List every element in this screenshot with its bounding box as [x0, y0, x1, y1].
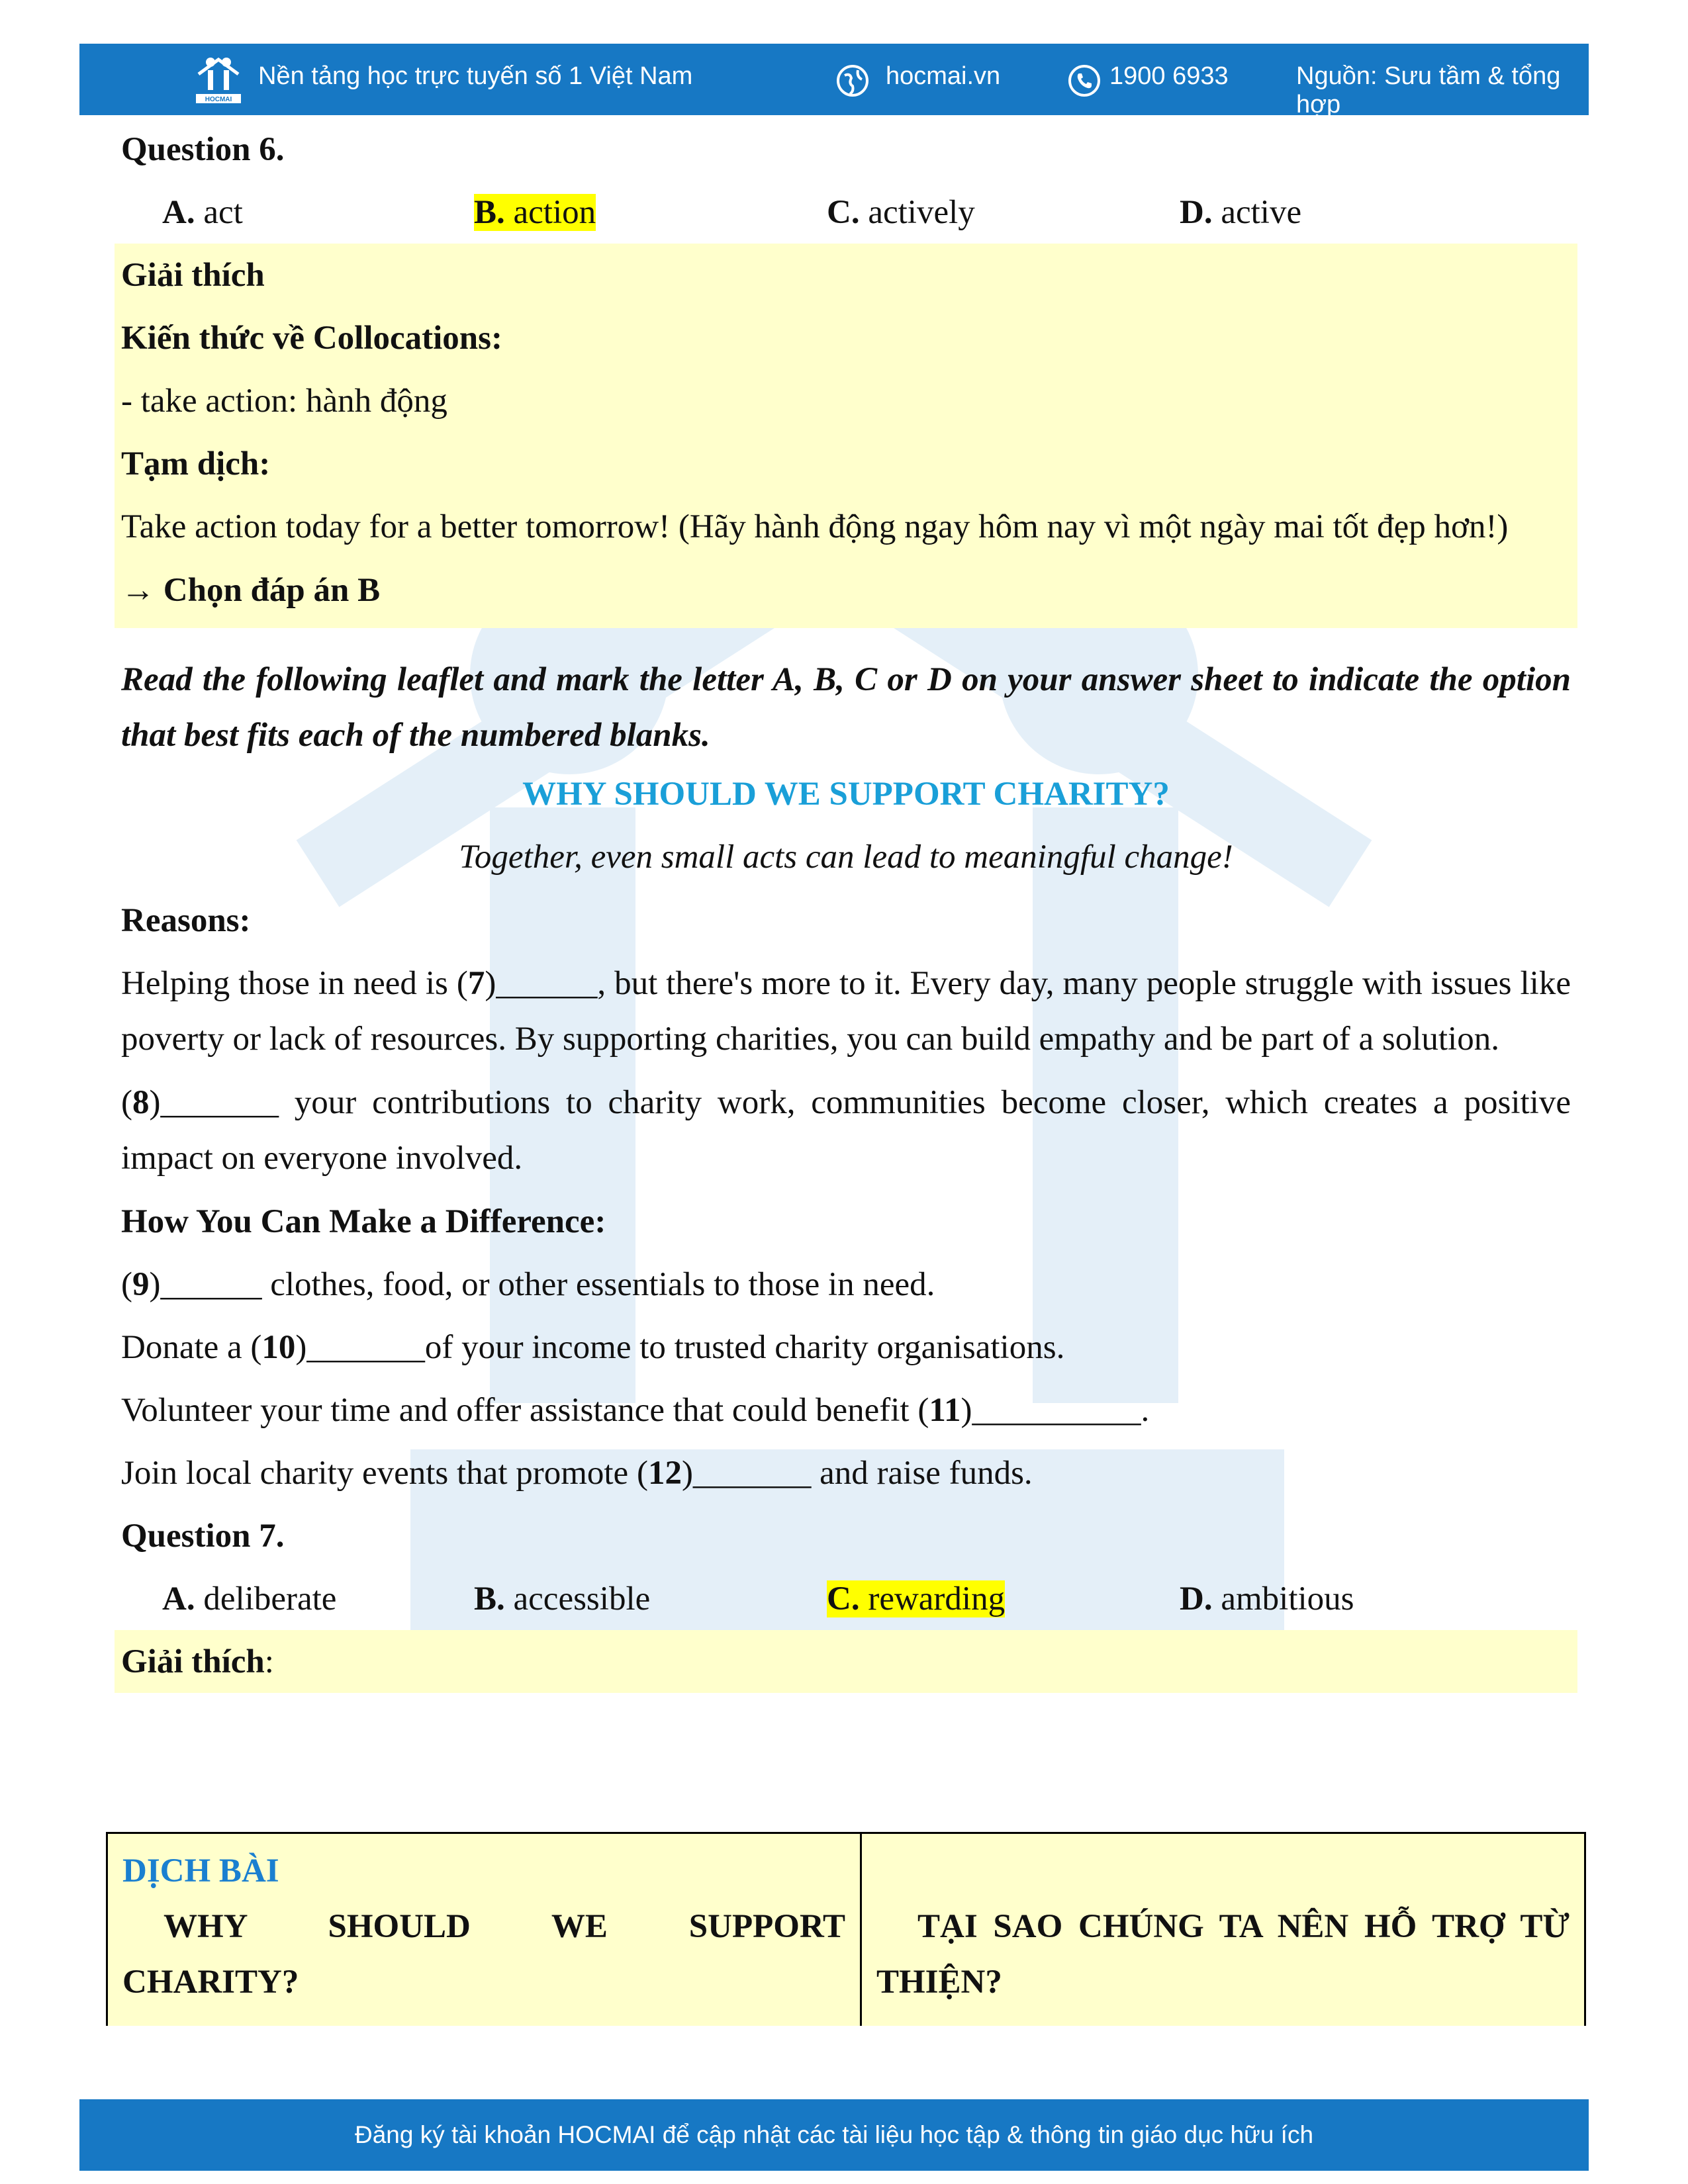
- q6-option-a: A. act: [162, 193, 243, 231]
- q7-option-b: B. accessible: [474, 1580, 651, 1617]
- q6-option-c: C. actively: [827, 193, 975, 231]
- q6-translation: Take action today for a better tomorrow! (Hãy hành động ngay hôm nay vì một ngày mai tốt đẹp hơn!): [121, 508, 1509, 545]
- translation-label: DỊCH BÀI: [122, 1852, 279, 1889]
- q7-option-a: A. deliberate: [162, 1580, 337, 1617]
- leaflet-instruction: Read the following leaflet and mark the letter A, B, C or D on your answer sheet to indicate the option that best fits each of the numbered blanks.: [121, 661, 1571, 754]
- translation-cell-english: [108, 1834, 862, 2026]
- header-website-link[interactable]: hocmai.vn: [886, 62, 1001, 90]
- footer-bar: [79, 2099, 1589, 2171]
- leaflet-item-9: ( 9 )______ clothes, food, or other essentials to those in need.: [121, 1265, 935, 1303]
- q6-answer: → Chọn đáp án B: [121, 571, 381, 609]
- header-bar: [79, 44, 1589, 118]
- translation-left-title: WHY SHOULD WE SUPPORT CHARITY?: [122, 1908, 845, 2001]
- translation-right-title: TẠI SAO CHÚNG TA NÊN HỖ TRỢ TỪ THIỆN?: [876, 1908, 1570, 2001]
- reasons-heading: Reasons:: [121, 901, 251, 939]
- q6-explanation-heading: Giải thích: [121, 256, 265, 294]
- header-phone: 1900 6933: [1109, 62, 1229, 90]
- q7-option-d: D. ambitious: [1180, 1580, 1354, 1617]
- translation-cell-vietnamese: [862, 1834, 1584, 2026]
- leaflet-item-12: Join local charity events that promote ( 12 )_______ and raise funds.: [121, 1454, 1033, 1492]
- q6-option-b-correct: B. action: [474, 193, 596, 231]
- leaflet-paragraph-1: Helping those in need is (7)______, but there's more to it. Every day, many people struggle with issues like poverty or lack of resources. By supporting charities, you can build empathy and be part of a solution.: [121, 965, 1571, 1058]
- q6-option-d: D. active: [1180, 193, 1302, 231]
- globe-icon: [835, 64, 870, 98]
- question-6-options: [121, 181, 1571, 244]
- translation-table: [106, 1832, 1586, 2026]
- question-7-options: [121, 1567, 1571, 1630]
- q6-knowledge-heading: Kiến thức về Collocations:: [121, 319, 502, 357]
- question-7-explanation: Giải thích :: [115, 1630, 1577, 1693]
- header-slogan: Nền tảng học trực tuyến số 1 Việt Nam: [258, 62, 693, 90]
- phone-icon: [1067, 64, 1102, 98]
- page-content: [121, 118, 1571, 1693]
- leaflet-title: WHY SHOULD WE SUPPORT CHARITY?: [522, 776, 1170, 813]
- header-source: Nguồn: Sưu tầm & tổng hợp: [1296, 62, 1561, 118]
- q7-option-c-correct: C. rewarding: [827, 1580, 1006, 1617]
- leaflet-item-11: Volunteer your time and offer assistance that could benefit ( 11 )__________.: [121, 1391, 1150, 1429]
- leaflet-paragraph-2: (8)_______ your contributions to charity work, communities become closer, which creates a positive impact on everyone involved.: [121, 1084, 1571, 1177]
- question-7-title: Question 7.: [121, 1517, 285, 1555]
- q6-translation-label: Tạm dịch:: [121, 445, 271, 482]
- footer-text[interactable]: Đăng ký tài khoản HOCMAI để cập nhật các tài liệu học tập & thông tin giáo dục hữu ích: [354, 2121, 1314, 2148]
- hocmai-logo-icon: [192, 53, 245, 106]
- q6-collocation: - take action: hành động: [121, 382, 447, 420]
- leaflet-item-10: Donate a ( 10 )_______of your income to trusted charity organisations.: [121, 1328, 1065, 1366]
- question-6-explanation: [115, 244, 1577, 628]
- logo-text: HOCMAI: [205, 96, 232, 103]
- leaflet-subtitle: Together, even small acts can lead to meaningful change!: [459, 839, 1233, 876]
- question-6-title: Question 6.: [121, 130, 285, 168]
- difference-heading: How You Can Make a Difference:: [121, 1203, 606, 1240]
